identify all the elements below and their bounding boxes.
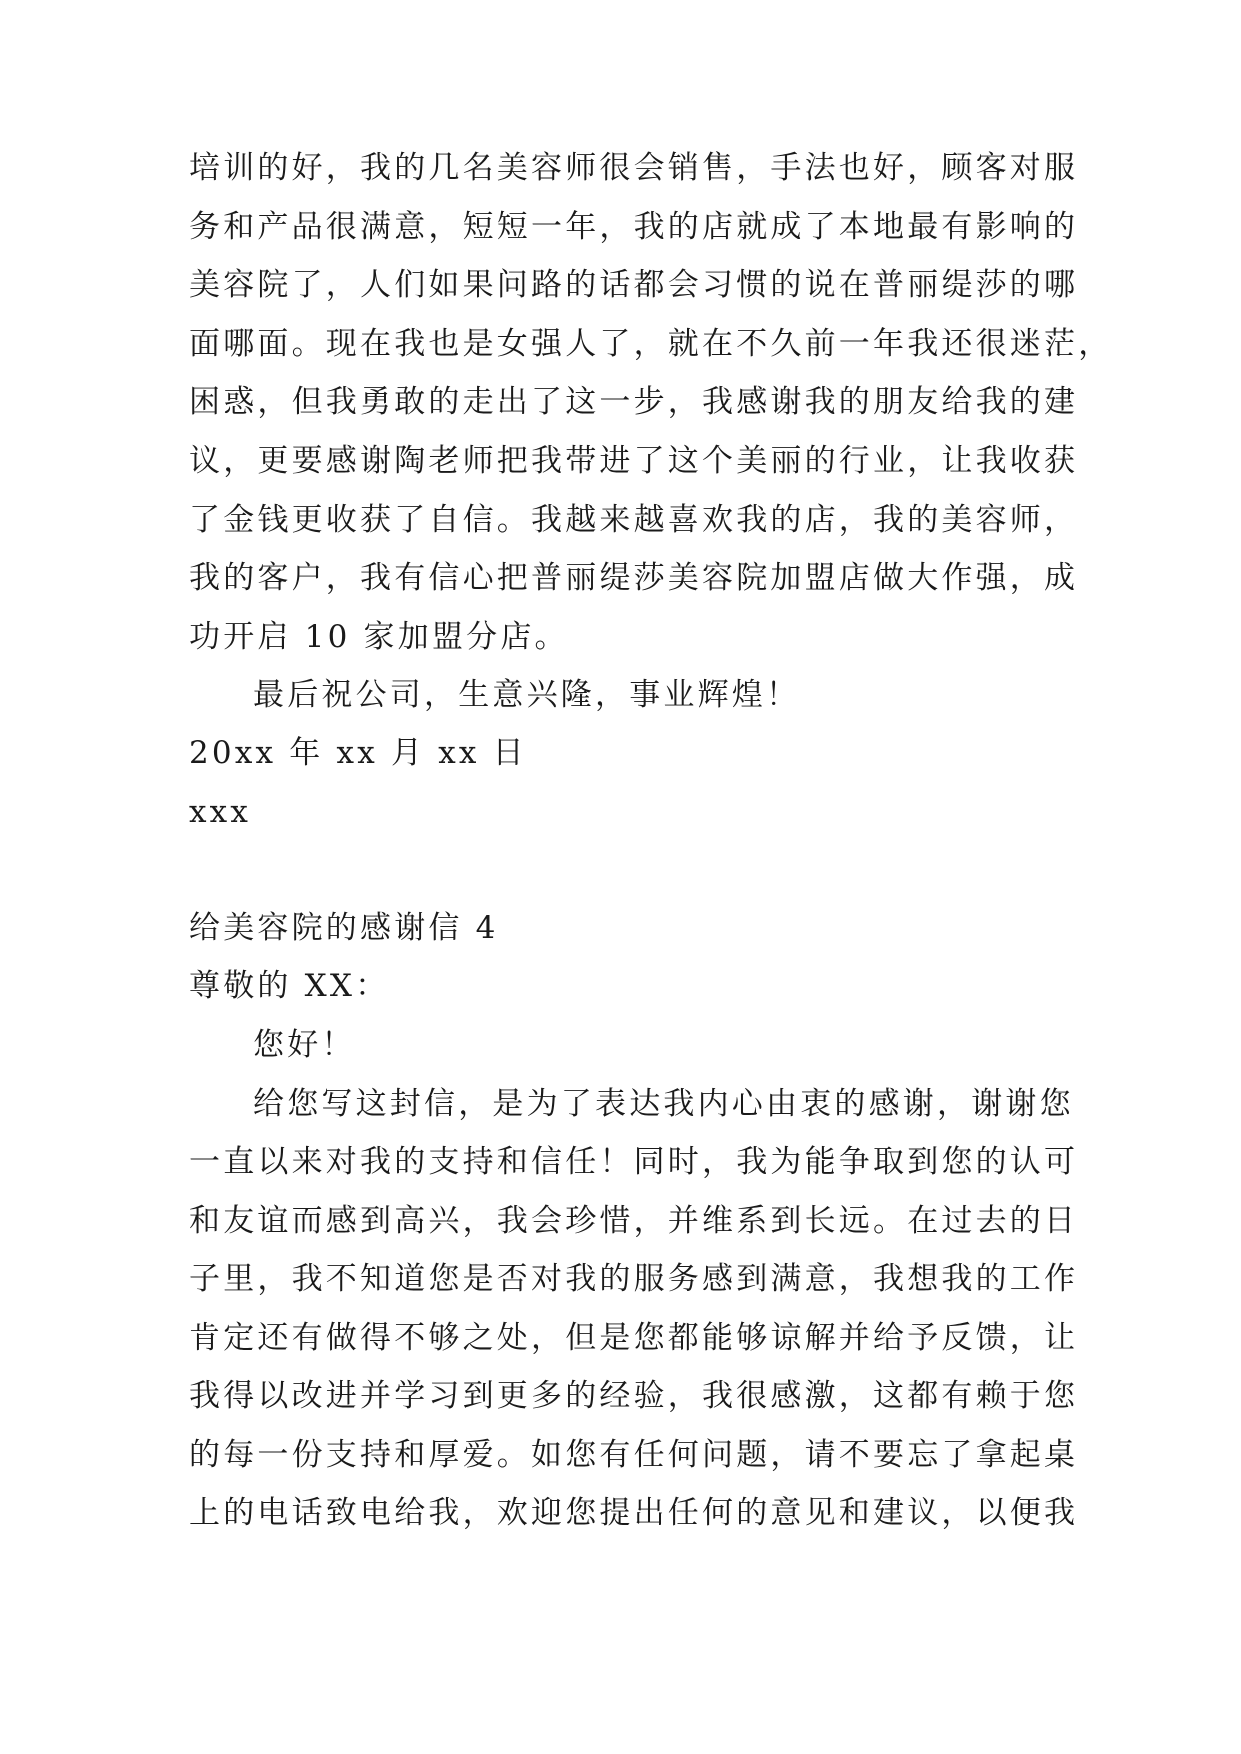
letter3-body-line-2: 务和产品很满意，短短一年，我的店就成了本地最有影响的: [189, 209, 1079, 245]
letter4-body-line-3: 和友谊而感到高兴，我会珍惜，并维系到长远。在过去的日: [189, 1203, 1079, 1239]
letter4-greeting: 您好！: [253, 1027, 356, 1063]
letter4-body-line-8: 上的电话致电给我，欢迎您提出任何的意见和建议，以便我: [189, 1495, 1079, 1531]
letter3-body-line-7: 了金钱更收获了自信。我越来越喜欢我的店，我的美容师，: [189, 502, 1079, 538]
letter3-date: 20xx 年 xx 月 xx 日: [189, 735, 527, 771]
letter3-body-line-3: 美容院了，人们如果问路的话都会习惯的说在普丽缇莎的哪: [189, 267, 1079, 303]
letter3-body-line-1: 培训的好，我的几名美容师很会销售，手法也好，顾客对服: [189, 150, 1079, 186]
letter3-body-line-8: 我的客户，我有信心把普丽缇莎美容院加盟店做大作强，成: [189, 560, 1079, 596]
letter3-signature: xxx: [189, 794, 252, 830]
letter4-body-line-4: 子里，我不知道您是否对我的服务感到满意，我想我的工作: [189, 1261, 1079, 1297]
letter3-closing: 最后祝公司，生意兴隆，事业辉煌！: [253, 677, 801, 713]
letter4-salutation: 尊敬的 XX：: [189, 968, 390, 1004]
letter4-body-line-2: 一直以来对我的支持和信任！同时，我为能争取到您的认可: [189, 1144, 1079, 1180]
letter4-body-line-6: 我得以改进并学习到更多的经验，我很感激，这都有赖于您: [189, 1378, 1079, 1414]
letter3-body-line-5: 困惑，但我勇敢的走出了这一步，我感谢我的朋友给我的建: [189, 384, 1079, 420]
letter4-title: 给美容院的感谢信 4: [189, 910, 499, 946]
letter3-body-line-9: 功开启 10 家加盟分店。: [189, 619, 569, 655]
letter4-body-line-5: 肯定还有做得不够之处，但是您都能够谅解并给予反馈，让: [189, 1320, 1079, 1356]
letter4-body-line-7: 的每一份支持和厚爱。如您有任何问题，请不要忘了拿起桌: [189, 1437, 1079, 1473]
letter4-body-line-1: 给您写这封信，是为了表达我内心由衷的感谢，谢谢您: [253, 1086, 1074, 1122]
letter3-body-line-4: 面哪面。现在我也是女强人了，就在不久前一年我还很迷茫，: [189, 326, 1113, 362]
letter3-body-line-6: 议，更要感谢陶老师把我带进了这个美丽的行业，让我收获: [189, 443, 1079, 479]
